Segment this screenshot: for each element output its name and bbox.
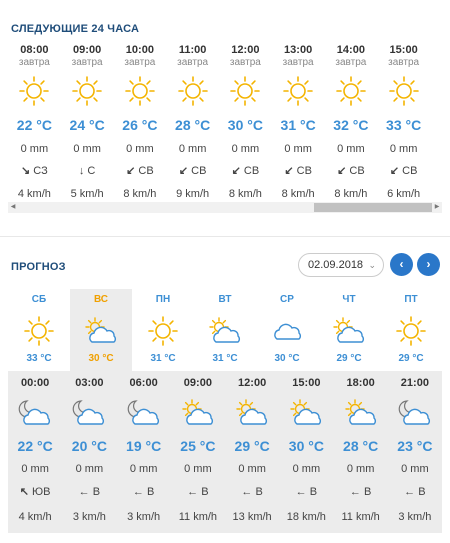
wind-arrow-icon: ↖ bbox=[19, 486, 29, 498]
hour-wind bbox=[8, 159, 61, 183]
hour-column bbox=[377, 44, 430, 202]
hour-day: завтра bbox=[18, 57, 50, 68]
wind-arrow-icon: ← bbox=[404, 486, 416, 498]
day-detail bbox=[8, 371, 442, 533]
wind-dir: В bbox=[146, 486, 155, 498]
hour-temp: 22 °C bbox=[16, 117, 52, 133]
sun-cloud-icon bbox=[194, 311, 256, 351]
day-name: ВС bbox=[93, 294, 109, 305]
sun-cloud-icon bbox=[171, 393, 225, 433]
wind-dir: В bbox=[418, 486, 426, 498]
hour-temp: 24 °C bbox=[69, 117, 105, 133]
day-tab[interactable] bbox=[70, 289, 132, 371]
hour-column bbox=[272, 44, 325, 202]
day-name: ЧТ bbox=[342, 294, 356, 305]
detail-wind bbox=[225, 479, 279, 505]
chevron-down-icon: ⌄ bbox=[368, 260, 376, 270]
sun-cloud-icon bbox=[70, 311, 132, 351]
next-day-button[interactable] bbox=[417, 253, 440, 276]
moon-cloud-icon bbox=[62, 393, 116, 433]
hour-rain: 0 mm bbox=[231, 143, 260, 155]
wind-arrow-icon: ← bbox=[187, 486, 199, 498]
day-temp: 33 °C bbox=[26, 353, 52, 364]
detail-wind bbox=[279, 479, 333, 505]
sun-cloud-icon bbox=[318, 311, 380, 351]
detail-rain: 0 mm bbox=[238, 463, 266, 475]
prev-day-button[interactable] bbox=[390, 253, 413, 276]
wind-dir: СВ bbox=[349, 165, 365, 177]
detail-wind-speed: 4 km/h bbox=[18, 511, 52, 523]
detail-column bbox=[279, 371, 333, 533]
detail-rain: 0 mm bbox=[129, 463, 158, 475]
detail-wind-speed: 11 km/h bbox=[341, 511, 380, 523]
scroll-right-icon[interactable]: ▶ bbox=[434, 204, 440, 210]
wind-arrow-icon: ← bbox=[132, 486, 144, 498]
hour-day: завтра bbox=[388, 57, 420, 68]
day-name: СР bbox=[280, 294, 294, 305]
hour-temp: 28 °C bbox=[175, 117, 211, 133]
wind-dir: ЮВ bbox=[32, 486, 51, 498]
wind-dir: В bbox=[255, 486, 263, 498]
day-name: ПН bbox=[155, 294, 171, 305]
hour-wind-speed: 8 km/h bbox=[281, 188, 315, 200]
hour-column bbox=[166, 44, 219, 202]
detail-wind bbox=[388, 479, 442, 505]
detail-temp: 22 °C bbox=[17, 438, 53, 454]
hour-day: завтра bbox=[229, 57, 261, 68]
day-temp: 29 °C bbox=[336, 353, 362, 364]
wind-dir: СВ bbox=[296, 165, 312, 177]
wind-arrow-icon: ↙ bbox=[389, 165, 400, 177]
day-temp: 30 °C bbox=[88, 353, 114, 364]
hour-rain: 0 mm bbox=[284, 143, 312, 155]
detail-time: 09:00 bbox=[183, 377, 212, 389]
hour-wind bbox=[166, 159, 219, 183]
detail-time: 21:00 bbox=[400, 377, 429, 389]
hour-rain: 0 mm bbox=[126, 143, 154, 155]
wind-arrow-icon: ↙ bbox=[126, 165, 136, 177]
day-name: ВТ bbox=[218, 294, 232, 305]
sun-cloud-icon bbox=[225, 393, 279, 433]
hour-temp: 26 °C bbox=[122, 117, 158, 133]
day-name: СБ bbox=[31, 294, 47, 305]
sun-icon bbox=[272, 71, 325, 111]
sun-cloud-icon bbox=[279, 393, 333, 433]
wind-arrow-icon: ← bbox=[295, 486, 307, 498]
wind-arrow-icon: ↙ bbox=[178, 165, 189, 177]
detail-wind bbox=[62, 479, 116, 505]
hour-day: завтра bbox=[71, 57, 103, 68]
hour-rain: 0 mm bbox=[337, 143, 365, 155]
detail-rain: 0 mm bbox=[21, 463, 49, 475]
wind-dir: СВ bbox=[402, 165, 418, 177]
cloud-icon bbox=[256, 311, 318, 351]
detail-column bbox=[117, 371, 171, 533]
hour-time: 12:00 bbox=[231, 44, 260, 56]
day-temp: 30 °C bbox=[274, 353, 300, 364]
wind-dir: В bbox=[201, 486, 209, 498]
date-value: 02.09.2018 bbox=[308, 259, 364, 271]
hour-time: 11:00 bbox=[178, 44, 207, 56]
hour-day: завтра bbox=[124, 57, 156, 68]
hour-rain: 0 mm bbox=[389, 143, 418, 155]
detail-wind-speed: 3 km/h bbox=[72, 511, 106, 523]
wind-arrow-icon: ↘ bbox=[21, 165, 31, 177]
day-temp: 31 °C bbox=[150, 353, 176, 364]
detail-column bbox=[388, 371, 442, 533]
wind-dir: СВ bbox=[191, 165, 207, 177]
sun-icon bbox=[380, 311, 442, 351]
detail-wind-speed: 11 km/h bbox=[178, 511, 218, 523]
detail-time: 03:00 bbox=[75, 377, 104, 389]
day-tab[interactable] bbox=[380, 289, 442, 371]
detail-temp: 23 °C bbox=[397, 438, 433, 454]
detail-rain: 0 mm bbox=[401, 463, 429, 475]
sun-icon bbox=[61, 71, 114, 111]
hour-column bbox=[61, 44, 114, 202]
scroll-left-icon[interactable]: ◀ bbox=[10, 204, 16, 210]
hour-wind-speed: 9 km/h bbox=[176, 188, 210, 200]
hour-wind bbox=[272, 159, 325, 183]
detail-wind bbox=[171, 479, 225, 505]
hour-wind bbox=[377, 159, 430, 183]
sun-icon bbox=[166, 71, 219, 111]
hour-column bbox=[325, 44, 378, 202]
hour-wind bbox=[61, 159, 114, 183]
detail-rain: 0 mm bbox=[75, 463, 104, 475]
day-name: ПТ bbox=[404, 294, 418, 305]
chevron-left-icon: ‹ bbox=[399, 257, 404, 271]
chevron-right-icon: › bbox=[426, 257, 431, 271]
hour-wind-speed: 5 km/h bbox=[70, 188, 104, 200]
hour-time: 14:00 bbox=[336, 44, 365, 56]
detail-time: 18:00 bbox=[346, 377, 375, 389]
hourly-strip[interactable] bbox=[8, 44, 430, 202]
hour-column bbox=[8, 44, 61, 202]
day-tab[interactable] bbox=[8, 289, 70, 371]
hour-time: 15:00 bbox=[389, 44, 418, 56]
moon-cloud-icon bbox=[117, 393, 171, 433]
detail-wind bbox=[334, 479, 388, 505]
sun-cloud-icon bbox=[334, 393, 388, 433]
date-picker[interactable] bbox=[298, 253, 384, 277]
wind-arrow-icon: ↓ bbox=[78, 165, 85, 177]
moon-cloud-icon bbox=[8, 393, 62, 433]
wind-arrow-icon: ← bbox=[349, 486, 361, 498]
detail-wind bbox=[8, 479, 62, 505]
wind-arrow-icon: ← bbox=[241, 486, 253, 498]
detail-column bbox=[62, 371, 116, 533]
day-temp: 29 °C bbox=[398, 353, 424, 364]
hour-day: завтра bbox=[282, 57, 314, 68]
hour-temp: 33 °C bbox=[386, 117, 422, 133]
sun-icon bbox=[377, 71, 430, 111]
wind-dir: С bbox=[87, 165, 96, 177]
day-temp: 31 °C bbox=[212, 353, 238, 364]
hour-temp: 32 °C bbox=[333, 117, 369, 133]
detail-rain: 0 mm bbox=[346, 463, 375, 475]
day-tab[interactable] bbox=[318, 289, 380, 371]
wind-arrow-icon: ↙ bbox=[284, 165, 294, 177]
wind-arrow-icon: ← bbox=[78, 486, 90, 498]
hour-rain: 0 mm bbox=[20, 143, 49, 155]
scroll-thumb[interactable] bbox=[314, 203, 432, 212]
moon-cloud-icon bbox=[388, 393, 442, 433]
detail-temp: 25 °C bbox=[180, 438, 216, 454]
sun-icon bbox=[325, 71, 378, 111]
detail-wind bbox=[117, 479, 171, 505]
sun-icon bbox=[132, 311, 194, 351]
hour-column bbox=[219, 44, 272, 202]
detail-temp: 29 °C bbox=[234, 438, 270, 454]
hour-temp: 30 °C bbox=[227, 117, 263, 133]
hour-wind-speed: 8 km/h bbox=[334, 188, 368, 200]
wind-dir: СВ bbox=[138, 165, 154, 177]
detail-temp: 28 °C bbox=[343, 438, 379, 454]
hour-time: 13:00 bbox=[284, 44, 313, 56]
wind-arrow-icon: ↙ bbox=[231, 165, 241, 177]
detail-column bbox=[225, 371, 279, 533]
detail-column bbox=[171, 371, 225, 533]
wind-dir: В bbox=[92, 486, 101, 498]
wind-arrow-icon: ↙ bbox=[337, 165, 347, 177]
detail-column bbox=[8, 371, 62, 533]
hour-wind-speed: 6 km/h bbox=[387, 188, 421, 200]
hour-wind bbox=[114, 159, 167, 183]
detail-time: 15:00 bbox=[292, 377, 321, 389]
hour-wind-speed: 4 km/h bbox=[17, 188, 51, 200]
detail-temp: 19 °C bbox=[126, 438, 162, 454]
sun-icon bbox=[8, 311, 70, 351]
hour-wind-speed: 8 km/h bbox=[123, 188, 157, 200]
day-tab[interactable] bbox=[132, 289, 194, 371]
wind-dir: СВ bbox=[243, 165, 260, 177]
hour-wind bbox=[219, 159, 272, 183]
hour-time: 10:00 bbox=[125, 44, 154, 56]
day-tabs bbox=[8, 289, 442, 371]
wind-dir: В bbox=[363, 486, 372, 498]
detail-rain: 0 mm bbox=[292, 463, 321, 475]
divider bbox=[0, 236, 450, 237]
detail-time: 06:00 bbox=[129, 377, 158, 389]
hour-wind bbox=[325, 159, 378, 183]
hour-time: 09:00 bbox=[73, 44, 102, 56]
hour-rain: 0 mm bbox=[73, 143, 101, 155]
detail-temp: 30 °C bbox=[288, 438, 324, 454]
hour-wind-speed: 8 km/h bbox=[228, 188, 262, 200]
detail-wind-speed: 3 km/h bbox=[398, 511, 432, 523]
hour-day: завтра bbox=[177, 57, 209, 68]
forecast-title: ПРОГНОЗ bbox=[11, 261, 66, 273]
detail-wind-speed: 13 km/h bbox=[232, 511, 272, 523]
detail-time: 12:00 bbox=[238, 377, 267, 389]
sun-icon bbox=[219, 71, 272, 111]
wind-dir: СЗ bbox=[33, 165, 48, 177]
horizontal-scrollbar[interactable] bbox=[8, 202, 442, 213]
day-tab[interactable] bbox=[194, 289, 256, 371]
detail-temp: 20 °C bbox=[71, 438, 107, 454]
detail-rain: 0 mm bbox=[184, 463, 212, 475]
next24-title: СЛЕДУЮЩИЕ 24 ЧАСА bbox=[11, 23, 140, 35]
hour-day: завтра bbox=[335, 57, 367, 68]
hour-temp: 31 °C bbox=[280, 117, 316, 133]
detail-wind-speed: 3 km/h bbox=[127, 511, 161, 523]
detail-column bbox=[334, 371, 388, 533]
wind-dir: В bbox=[309, 486, 318, 498]
hour-rain: 0 mm bbox=[178, 143, 207, 155]
hour-time: 08:00 bbox=[20, 44, 49, 56]
sun-icon bbox=[8, 71, 61, 111]
sun-icon bbox=[114, 71, 167, 111]
day-tab[interactable] bbox=[256, 289, 318, 371]
detail-wind-speed: 18 km/h bbox=[286, 511, 326, 523]
hour-column bbox=[114, 44, 167, 202]
detail-time: 00:00 bbox=[21, 377, 50, 389]
